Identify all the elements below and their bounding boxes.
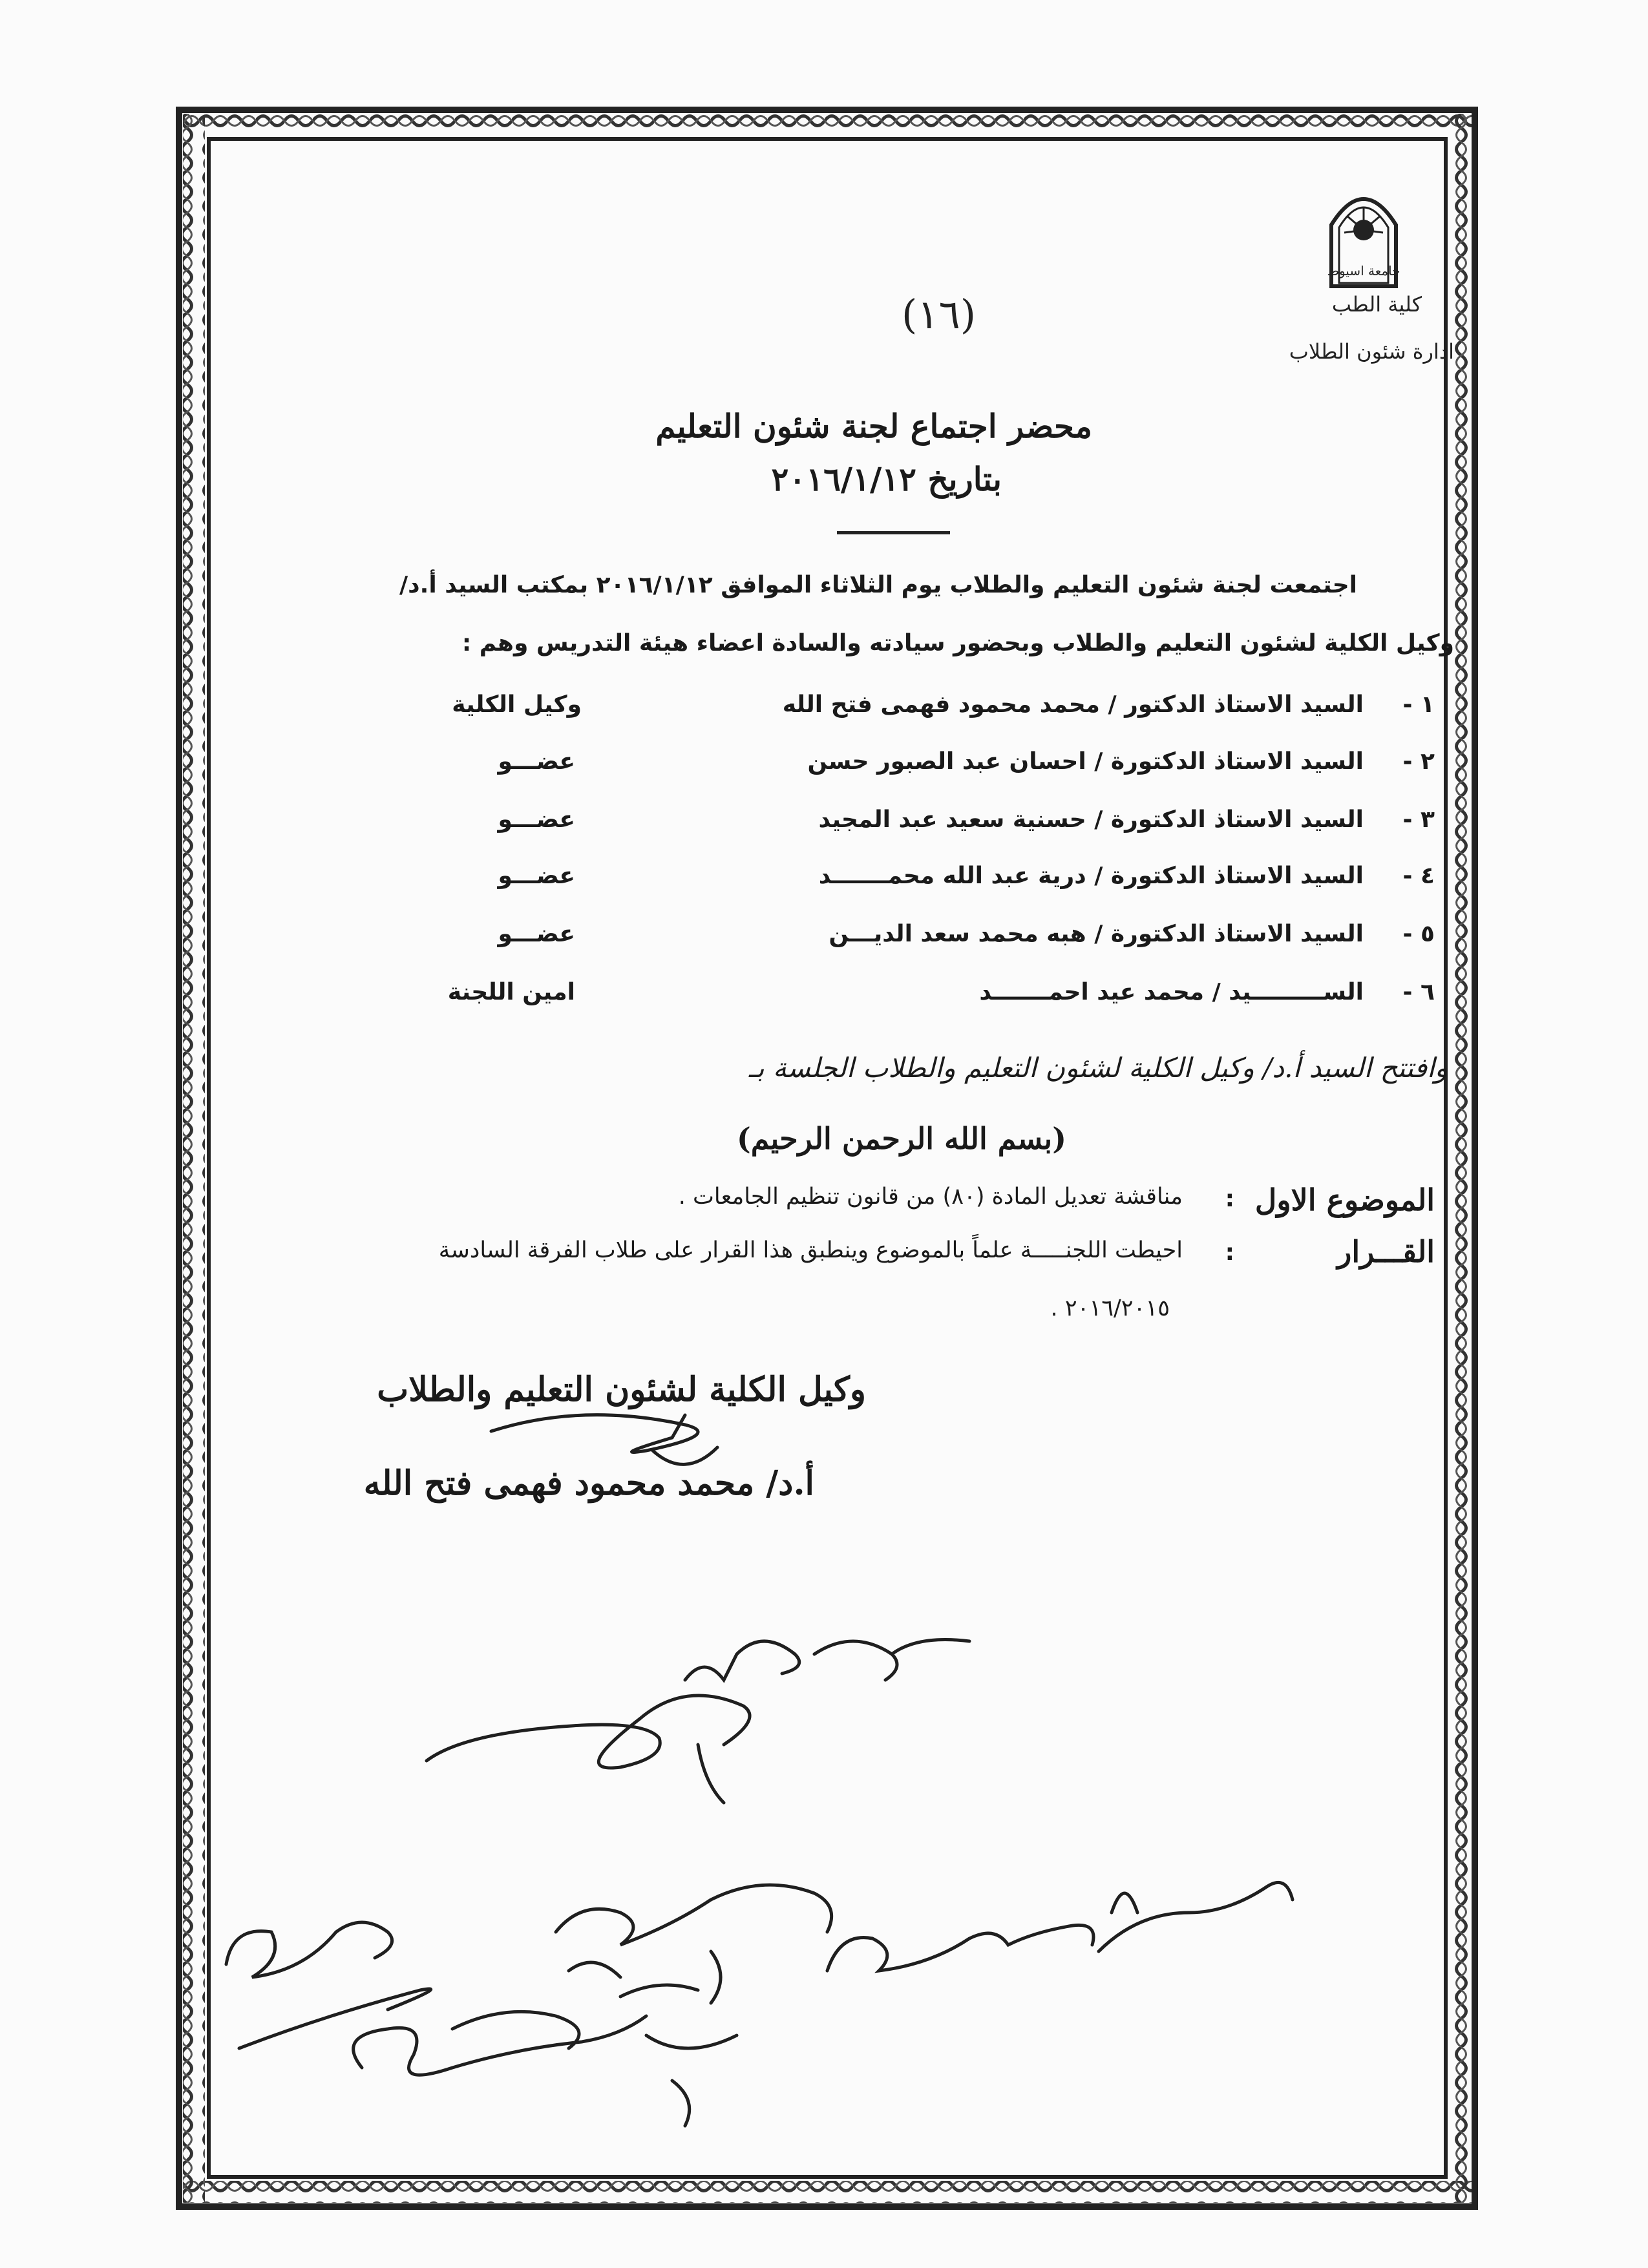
member-name: السيد الاستاذ الدكتورة / احسان عبد الصبور حسن xyxy=(807,748,1364,775)
member-role: وكيل الكلية xyxy=(452,691,582,718)
signatory-role: وكيل الكلية لشئون التعليم والطلاب xyxy=(377,1370,866,1409)
decision-colon: : xyxy=(1225,1239,1234,1266)
topic-colon: : xyxy=(1225,1186,1234,1212)
member-role: امين اللجنة xyxy=(447,979,575,1005)
topic-label: الموضوع الاول xyxy=(1254,1182,1435,1217)
decision-text: احيطت اللجنـــــة علماً بالموضوع وينطبق هذا القرار على طلاب الفرقة السادسة xyxy=(438,1237,1183,1263)
department-name: ادارة شئون الطلاب xyxy=(1289,339,1454,364)
member-name: السيد الاستاذ الدكتورة / حسنية سعيد عبد المجيد xyxy=(818,806,1364,833)
signatory-name: أ.د/ محمد محمود فهمى فتح الله xyxy=(363,1464,814,1503)
member-role: عضـــو xyxy=(498,921,575,947)
intro-line-2: وكيل الكلية لشئون التعليم والطلاب وبحضور سيادته والسادة اعضاء هيئة التدريس وهم : xyxy=(461,630,1454,656)
member-name: السيد الاستاذ الدكتور / محمد محمود فهمى فتح الله xyxy=(782,691,1364,718)
document-title: محضر اجتماع لجنة شئون التعليم xyxy=(655,407,1092,445)
member-name: السيد الاستاذ الدكتورة / درية عبد الله محمـــــــد xyxy=(818,863,1364,889)
logo-text: جامعة اسيوط xyxy=(1327,263,1400,278)
decision-year: ٢٠١٦/٢٠١٥ . xyxy=(1050,1296,1170,1321)
decision-label: القـــرار xyxy=(1337,1234,1435,1269)
member-name: السيد الاستاذ الدكتورة / هبه محمد سعد الديـــن xyxy=(829,921,1364,947)
member-role: عضـــو xyxy=(498,748,575,775)
opening-statement: وافتتح السيد أ.د/ وكيل الكلية لشئون التعليم والطلاب الجلسة بـ xyxy=(748,1052,1448,1084)
member-role: عضـــو xyxy=(498,863,575,889)
college-name: كلية الطب xyxy=(1331,292,1422,317)
document-date: بتاريخ ٢٠١٦/١/١٢ xyxy=(771,460,1002,498)
member-name: الســـــــــيد / محمد عيد احمـــــــد xyxy=(979,979,1364,1005)
member-role: عضـــو xyxy=(498,806,575,833)
intro-line-1: اجتمعت لجنة شئون التعليم والطلاب يوم الثلاثاء الموافق ٢٠١٦/١/١٢ بمكتب السيد أ.د/ xyxy=(399,572,1357,598)
member-num: ٤ - xyxy=(1402,863,1435,889)
page-number: (١٦) xyxy=(902,291,977,338)
member-num: ٢ - xyxy=(1402,748,1435,775)
member-num: ٦ - xyxy=(1402,979,1435,1005)
member-num: ١ - xyxy=(1402,691,1435,718)
topic-text: مناقشة تعديل المادة (٨٠) من قانون تنظيم الجامعات . xyxy=(678,1184,1183,1210)
member-num: ٥ - xyxy=(1402,921,1435,947)
member-num: ٣ - xyxy=(1402,806,1435,833)
basmala: (بسم الله الرحمن الرحيم) xyxy=(736,1121,1066,1156)
